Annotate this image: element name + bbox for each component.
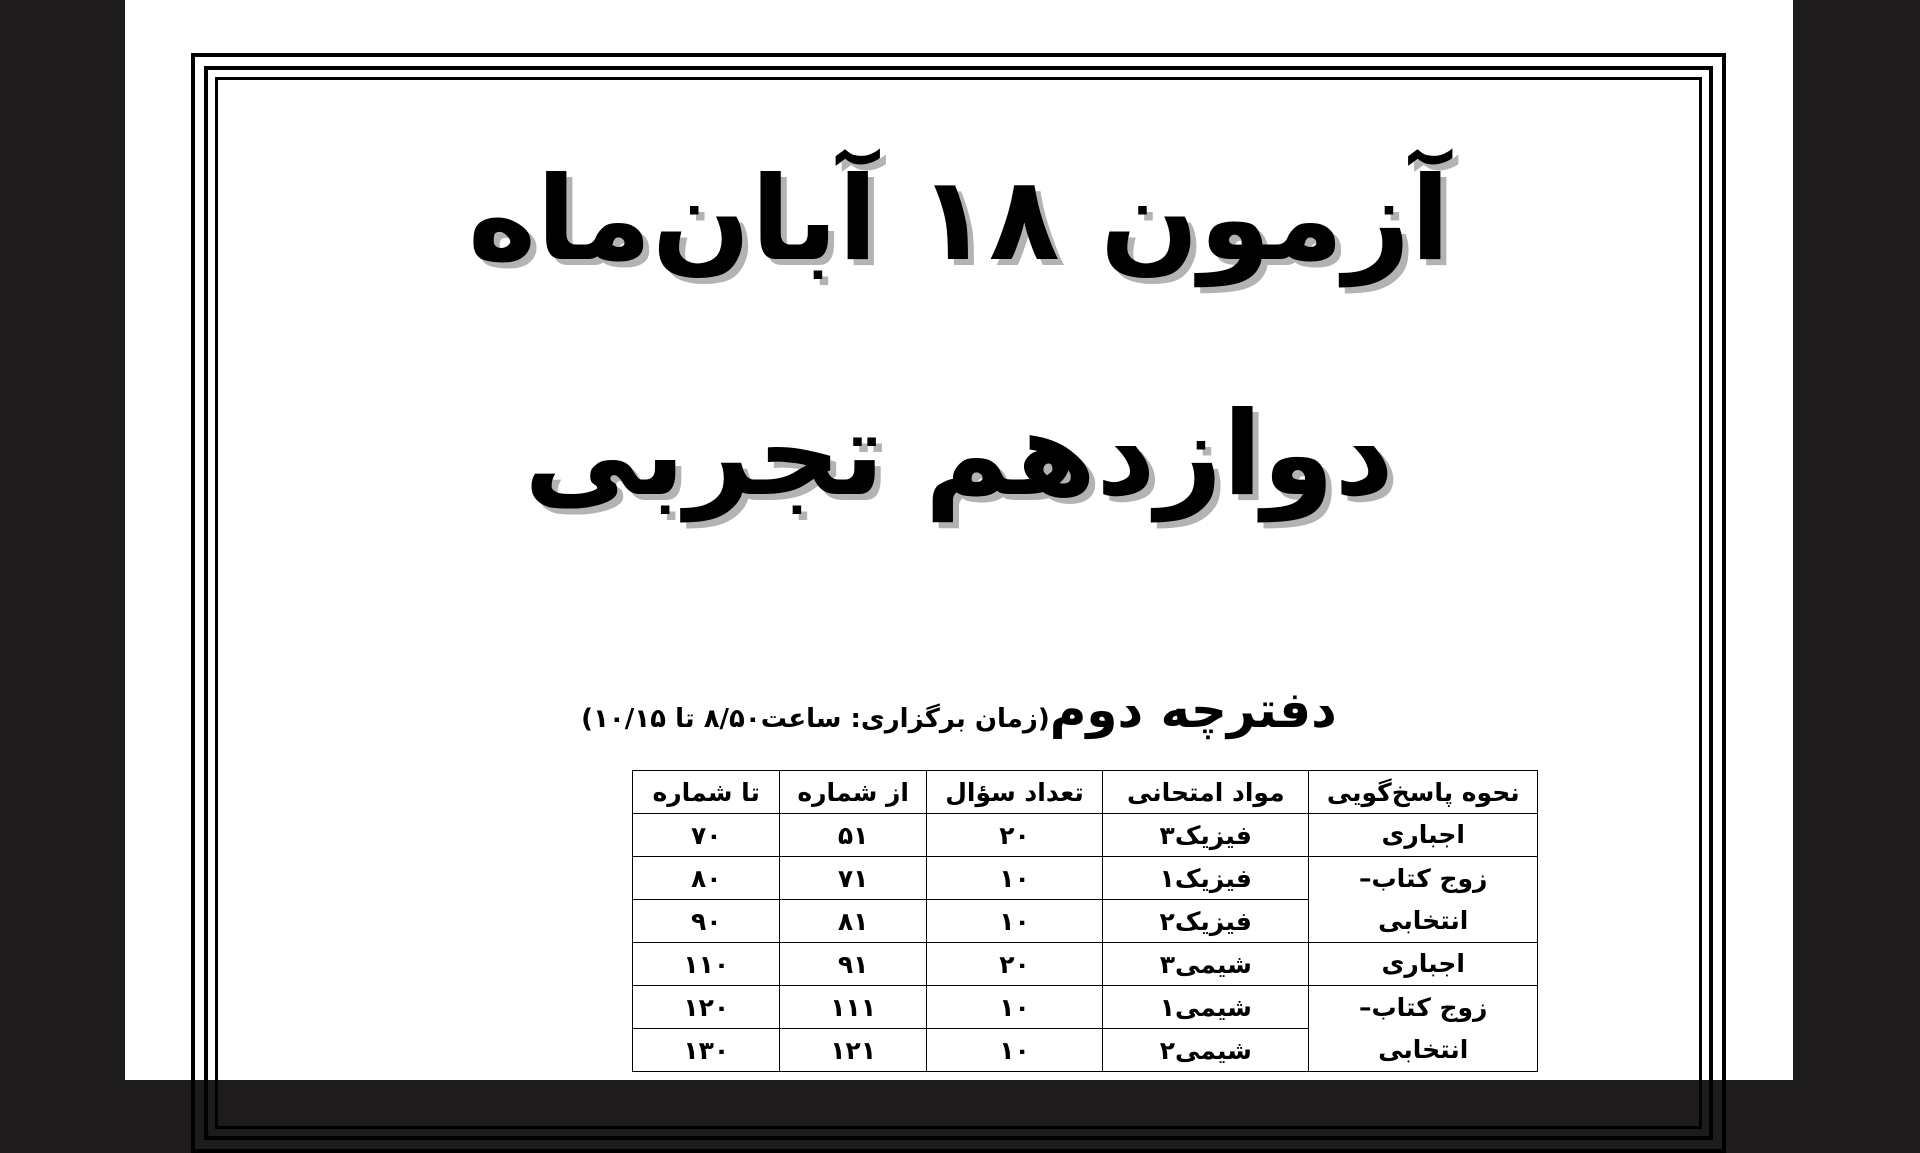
cell-from-number: ۱۲۱	[780, 1029, 927, 1072]
table-row	[633, 814, 1538, 857]
cell-from-number: ۸۱	[780, 900, 927, 943]
cell-question-count: ۱۰	[926, 857, 1102, 900]
exam-title: آزمون ۱۸ آبان‌ماه	[467, 152, 1451, 287]
cell-to-number: ۷۰	[633, 814, 780, 857]
cell-question-count: ۲۰	[926, 814, 1102, 857]
cell-answer-method	[1309, 857, 1538, 943]
cell-subject: فیزیک۱	[1103, 857, 1309, 900]
cell-question-count: ۲۰	[926, 943, 1102, 986]
booklet-name: دفترچه دوم	[1049, 681, 1337, 739]
cell-from-number: ۹۱	[780, 943, 927, 986]
cell-subject: شیمی۳	[1103, 943, 1309, 986]
table-header-row	[633, 771, 1538, 814]
cell-answer-method	[1309, 943, 1538, 986]
table-row	[633, 943, 1538, 986]
cell-to-number: ۱۲۰	[633, 986, 780, 1029]
cell-question-count: ۱۰	[926, 986, 1102, 1029]
cell-to-number: ۱۱۰	[633, 943, 780, 986]
table-row	[633, 986, 1538, 1029]
cell-from-number: ۱۱۱	[780, 986, 927, 1029]
header-to-number: تا شماره	[633, 771, 780, 814]
cell-to-number: ۹۰	[633, 900, 780, 943]
exam-grade-title: دوازدهم تجربی	[524, 387, 1394, 522]
cell-to-number: ۸۰	[633, 857, 780, 900]
table-body	[633, 814, 1538, 1072]
answer-method-text: انتخابی	[1378, 1034, 1469, 1064]
answer-method-text: زوج کتاب–	[1359, 992, 1488, 1022]
header-from-number: از شماره	[780, 771, 927, 814]
cell-subject: شیمی۲	[1103, 1029, 1309, 1072]
cell-from-number: ۵۱	[780, 814, 927, 857]
cell-subject: فیزیک۳	[1103, 814, 1309, 857]
cell-question-count: ۱۰	[926, 1029, 1102, 1072]
booklet-heading	[125, 675, 1793, 757]
header-subject: مواد امتحانی	[1103, 771, 1309, 814]
cell-question-count: ۱۰	[926, 900, 1102, 943]
answer-method-text: زوج کتاب–	[1359, 863, 1488, 893]
booklet-schedule: (زمان برگزاری: ساعت۸/۵۰ تا ۱۰/۱۵)	[581, 704, 1050, 734]
table-row	[633, 857, 1538, 900]
cell-answer-method	[1309, 986, 1538, 1072]
cell-subject: شیمی۱	[1103, 986, 1309, 1029]
document-page	[125, 0, 1793, 1080]
answer-method-text: اجباری	[1381, 820, 1465, 849]
cell-from-number: ۷۱	[780, 857, 927, 900]
header-answer-method: نحوه پاسخ‌گویی	[1309, 771, 1538, 814]
cell-subject: فیزیک۲	[1103, 900, 1309, 943]
answer-method-text: انتخابی	[1378, 905, 1469, 935]
cell-to-number: ۱۳۰	[633, 1029, 780, 1072]
answer-method-text: اجباری	[1381, 949, 1465, 978]
cell-answer-method	[1309, 814, 1538, 857]
header-question-count: تعداد سؤال	[926, 771, 1102, 814]
subjects-table	[632, 770, 1538, 1072]
